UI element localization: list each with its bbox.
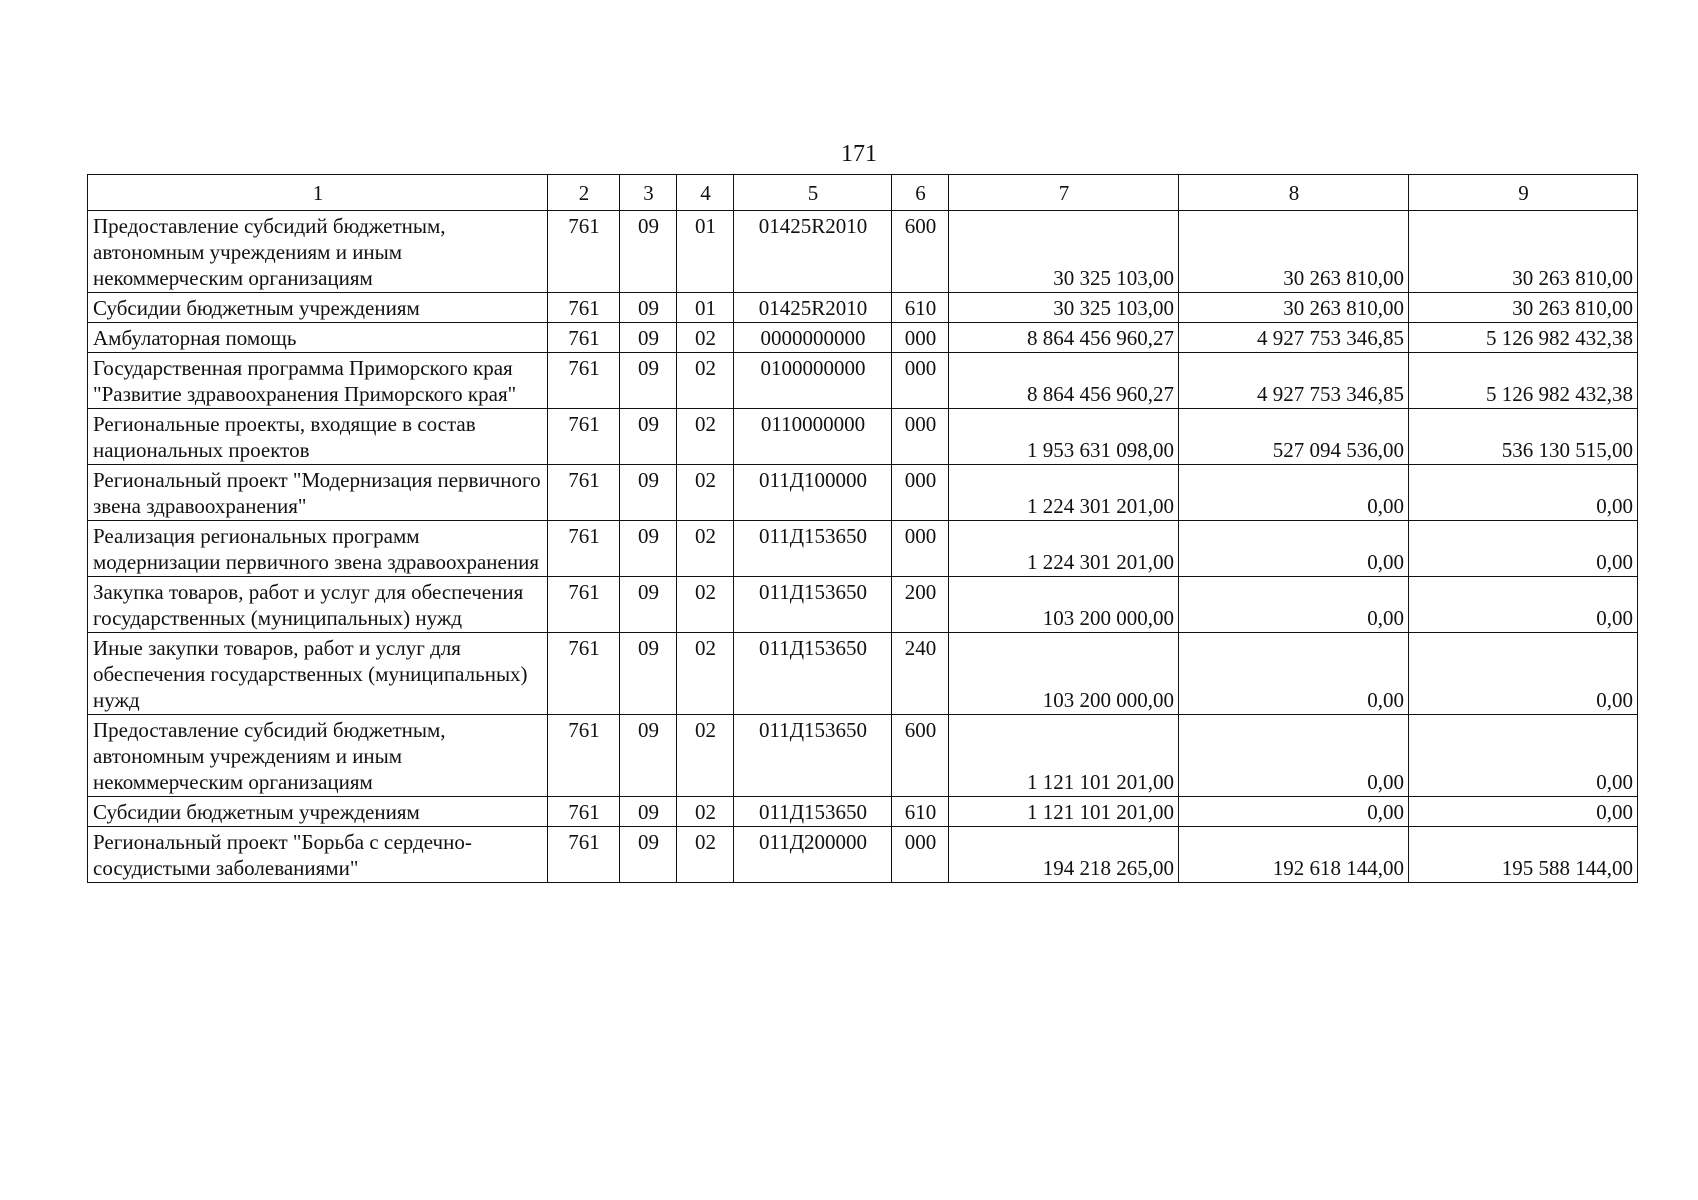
target-article-code: 01425R2010	[734, 211, 892, 293]
section-code: 09	[620, 323, 677, 353]
amount-col-9: 0,00	[1409, 465, 1638, 521]
ministry-code: 761	[548, 353, 620, 409]
ministry-code: 761	[548, 211, 620, 293]
section-code: 09	[620, 465, 677, 521]
amount-col-7: 194 218 265,00	[949, 827, 1179, 883]
amount-col-8: 0,00	[1179, 633, 1409, 715]
item-name: Региональный проект "Борьба с сердечно-сосудистыми заболеваниями"	[88, 827, 548, 883]
amount-col-8: 0,00	[1179, 521, 1409, 577]
amount-col-9: 536 130 515,00	[1409, 409, 1638, 465]
amount-col-7: 1 224 301 201,00	[949, 521, 1179, 577]
subsection-code: 02	[677, 323, 734, 353]
header-cell-2: 2	[548, 175, 620, 211]
header-cell-6: 6	[892, 175, 949, 211]
target-article-code: 011Д200000	[734, 827, 892, 883]
table-row	[88, 211, 1638, 293]
header-cell-3: 3	[620, 175, 677, 211]
table-header-row	[88, 175, 1638, 211]
amount-col-8: 0,00	[1179, 715, 1409, 797]
amount-col-8: 0,00	[1179, 465, 1409, 521]
subsection-code: 02	[677, 521, 734, 577]
expense-type-code: 600	[892, 211, 949, 293]
budget-table	[87, 174, 1638, 883]
target-article-code: 011Д153650	[734, 633, 892, 715]
amount-col-9: 30 263 810,00	[1409, 211, 1638, 293]
amount-col-7: 30 325 103,00	[949, 293, 1179, 323]
section-code: 09	[620, 521, 677, 577]
item-name: Амбулаторная помощь	[88, 323, 548, 353]
section-code: 09	[620, 353, 677, 409]
expense-type-code: 000	[892, 353, 949, 409]
header-cell-4: 4	[677, 175, 734, 211]
item-name: Закупка товаров, работ и услуг для обеспечения государственных (муниципальных) нужд	[88, 577, 548, 633]
item-name: Региональные проекты, входящие в состав национальных проектов	[88, 409, 548, 465]
table-row	[88, 465, 1638, 521]
ministry-code: 761	[548, 797, 620, 827]
item-name: Региональный проект "Модернизация первичного звена здравоохранения"	[88, 465, 548, 521]
amount-col-7: 103 200 000,00	[949, 633, 1179, 715]
section-code: 09	[620, 827, 677, 883]
header-cell-7: 7	[949, 175, 1179, 211]
subsection-code: 02	[677, 633, 734, 715]
section-code: 09	[620, 797, 677, 827]
amount-col-8: 30 263 810,00	[1179, 211, 1409, 293]
item-name: Предоставление субсидий бюджетным, автономным учреждениям и иным некоммерческим организациям	[88, 211, 548, 293]
amount-col-9: 0,00	[1409, 577, 1638, 633]
amount-col-9: 0,00	[1409, 797, 1638, 827]
ministry-code: 761	[548, 293, 620, 323]
item-name: Субсидии бюджетным учреждениям	[88, 293, 548, 323]
header-cell-8: 8	[1179, 175, 1409, 211]
amount-col-8: 0,00	[1179, 797, 1409, 827]
target-article-code: 011Д153650	[734, 715, 892, 797]
target-article-code: 011Д153650	[734, 797, 892, 827]
section-code: 09	[620, 715, 677, 797]
target-article-code: 011Д153650	[734, 521, 892, 577]
item-name: Субсидии бюджетным учреждениям	[88, 797, 548, 827]
expense-type-code: 000	[892, 465, 949, 521]
subsection-code: 02	[677, 715, 734, 797]
amount-col-9: 195 588 144,00	[1409, 827, 1638, 883]
amount-col-7: 103 200 000,00	[949, 577, 1179, 633]
amount-col-7: 8 864 456 960,27	[949, 353, 1179, 409]
ministry-code: 761	[548, 827, 620, 883]
subsection-code: 02	[677, 827, 734, 883]
subsection-code: 02	[677, 797, 734, 827]
table-row	[88, 293, 1638, 323]
table-row	[88, 521, 1638, 577]
table-row	[88, 323, 1638, 353]
amount-col-9: 0,00	[1409, 633, 1638, 715]
ministry-code: 761	[548, 323, 620, 353]
ministry-code: 761	[548, 465, 620, 521]
target-article-code: 0100000000	[734, 353, 892, 409]
expense-type-code: 000	[892, 323, 949, 353]
amount-col-8: 4 927 753 346,85	[1179, 323, 1409, 353]
section-code: 09	[620, 633, 677, 715]
ministry-code: 761	[548, 715, 620, 797]
table-row	[88, 715, 1638, 797]
amount-col-7: 1 224 301 201,00	[949, 465, 1179, 521]
expense-type-code: 600	[892, 715, 949, 797]
subsection-code: 02	[677, 465, 734, 521]
section-code: 09	[620, 293, 677, 323]
item-name: Государственная программа Приморского края "Развитие здравоохранения Приморского края"	[88, 353, 548, 409]
amount-col-9: 0,00	[1409, 521, 1638, 577]
amount-col-8: 4 927 753 346,85	[1179, 353, 1409, 409]
expense-type-code: 000	[892, 827, 949, 883]
section-code: 09	[620, 577, 677, 633]
table-row	[88, 827, 1638, 883]
amount-col-9: 30 263 810,00	[1409, 293, 1638, 323]
subsection-code: 02	[677, 409, 734, 465]
target-article-code: 0000000000	[734, 323, 892, 353]
table-row	[88, 353, 1638, 409]
header-cell-1: 1	[88, 175, 548, 211]
subsection-code: 01	[677, 293, 734, 323]
header-cell-5: 5	[734, 175, 892, 211]
header-cell-9: 9	[1409, 175, 1638, 211]
amount-col-7: 1 121 101 201,00	[949, 715, 1179, 797]
amount-col-8: 30 263 810,00	[1179, 293, 1409, 323]
ministry-code: 761	[548, 577, 620, 633]
amount-col-9: 5 126 982 432,38	[1409, 353, 1638, 409]
section-code: 09	[620, 409, 677, 465]
ministry-code: 761	[548, 409, 620, 465]
expense-type-code: 200	[892, 577, 949, 633]
target-article-code: 011Д153650	[734, 577, 892, 633]
amount-col-7: 8 864 456 960,27	[949, 323, 1179, 353]
expense-type-code: 610	[892, 797, 949, 827]
ministry-code: 761	[548, 521, 620, 577]
target-article-code: 011Д100000	[734, 465, 892, 521]
target-article-code: 0110000000	[734, 409, 892, 465]
table-row	[88, 577, 1638, 633]
page-number: 171	[841, 141, 877, 167]
amount-col-7: 1 121 101 201,00	[949, 797, 1179, 827]
section-code: 09	[620, 211, 677, 293]
amount-col-9: 0,00	[1409, 715, 1638, 797]
expense-type-code: 610	[892, 293, 949, 323]
ministry-code: 761	[548, 633, 620, 715]
subsection-code: 02	[677, 577, 734, 633]
subsection-code: 01	[677, 211, 734, 293]
subsection-code: 02	[677, 353, 734, 409]
table-row	[88, 409, 1638, 465]
table-row	[88, 633, 1638, 715]
expense-type-code: 240	[892, 633, 949, 715]
table-body	[88, 211, 1638, 883]
amount-col-7: 30 325 103,00	[949, 211, 1179, 293]
amount-col-7: 1 953 631 098,00	[949, 409, 1179, 465]
item-name: Предоставление субсидий бюджетным, автономным учреждениям и иным некоммерческим организациям	[88, 715, 548, 797]
target-article-code: 01425R2010	[734, 293, 892, 323]
amount-col-8: 0,00	[1179, 577, 1409, 633]
amount-col-8: 192 618 144,00	[1179, 827, 1409, 883]
table-row	[88, 797, 1638, 827]
item-name: Иные закупки товаров, работ и услуг для обеспечения государственных (муниципальных) нужд	[88, 633, 548, 715]
expense-type-code: 000	[892, 409, 949, 465]
amount-col-8: 527 094 536,00	[1179, 409, 1409, 465]
amount-col-9: 5 126 982 432,38	[1409, 323, 1638, 353]
expense-type-code: 000	[892, 521, 949, 577]
item-name: Реализация региональных программ модернизации первичного звена здравоохранения	[88, 521, 548, 577]
